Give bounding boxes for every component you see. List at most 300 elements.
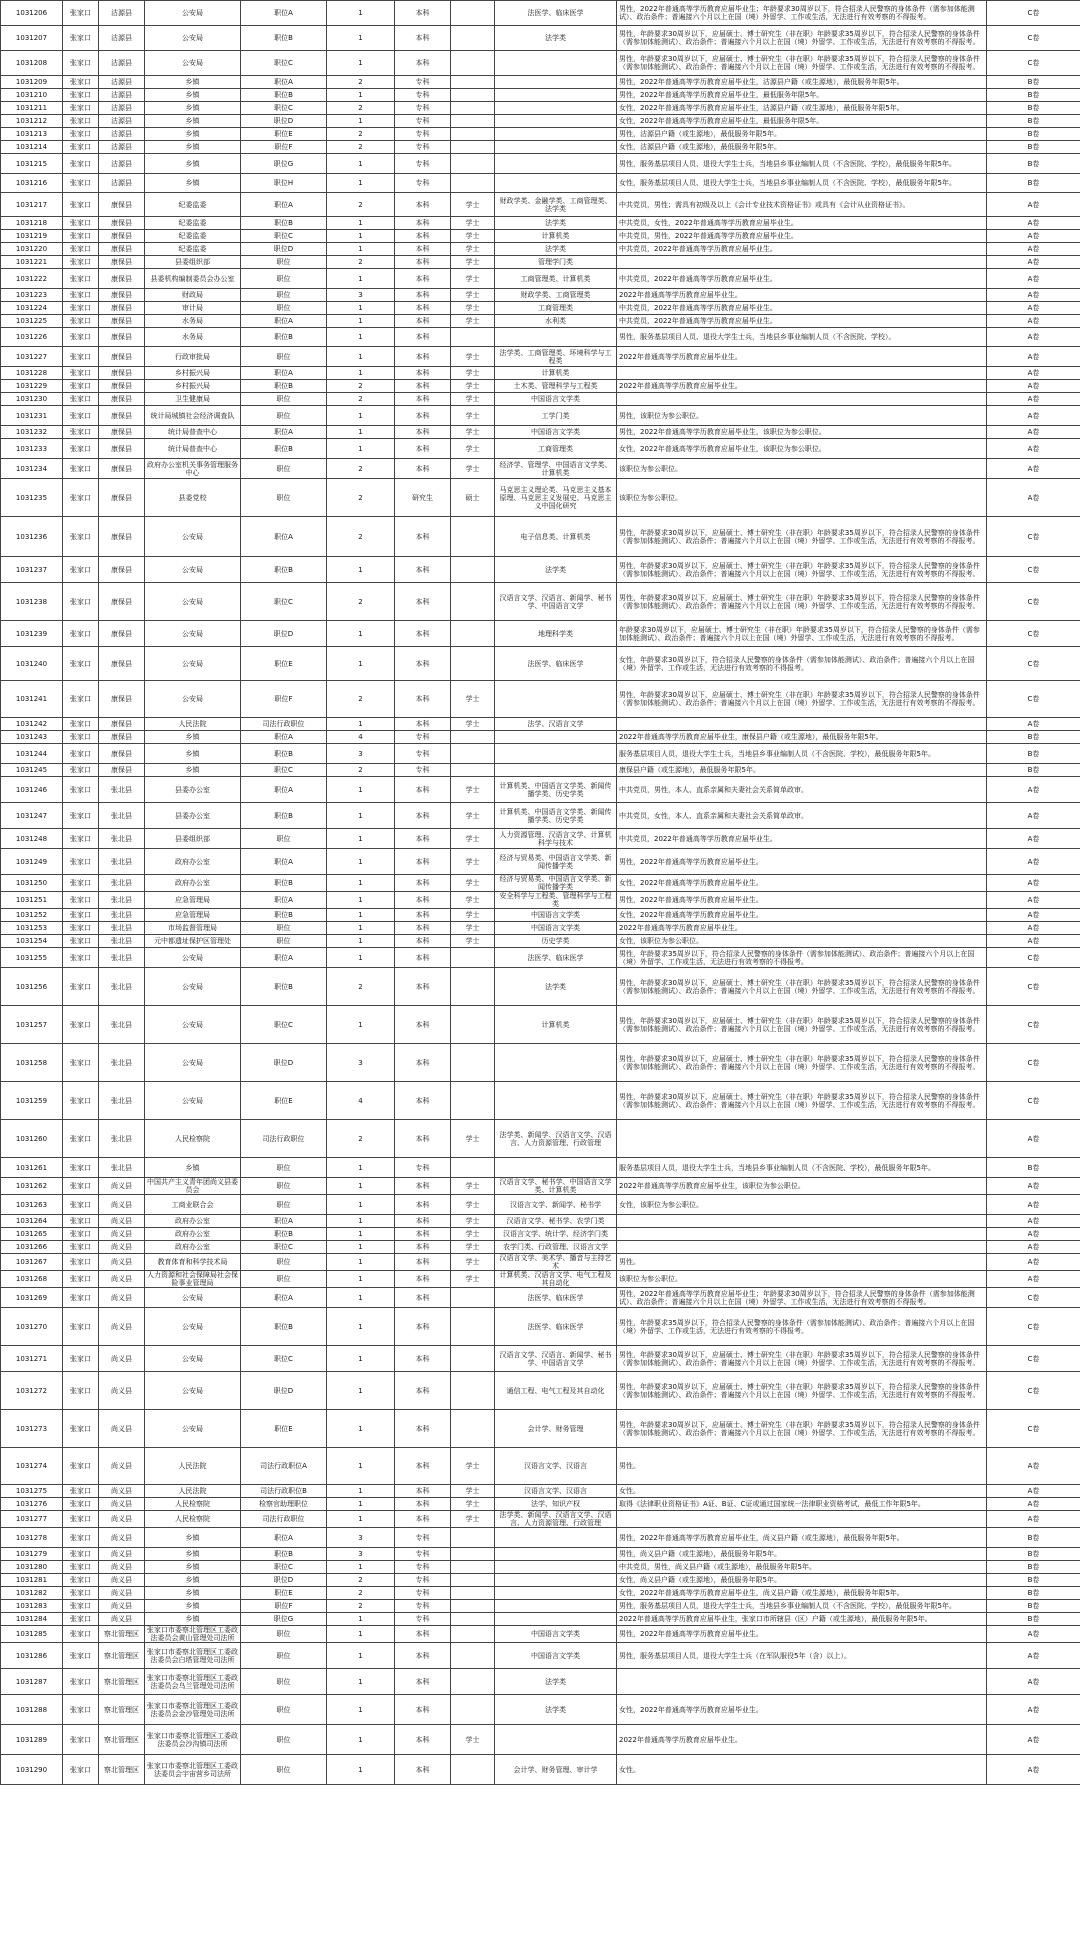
cell-exam: A卷 bbox=[987, 302, 1080, 315]
table-row bbox=[1, 141, 1080, 154]
cell-exam: A卷 bbox=[987, 256, 1080, 269]
cell-county: 康保县 bbox=[99, 393, 145, 406]
cell-edu: 本科 bbox=[395, 935, 451, 948]
cell-exam: A卷 bbox=[987, 1755, 1080, 1785]
cell-code: 1031213 bbox=[1, 128, 63, 141]
cell-unit: 政府办公室 bbox=[145, 1241, 241, 1254]
cell-code: 1031270 bbox=[1, 1308, 63, 1346]
cell-edu: 本科 bbox=[395, 1511, 451, 1528]
cell-code: 1031277 bbox=[1, 1511, 63, 1528]
cell-major bbox=[495, 76, 617, 89]
cell-edu: 本科 bbox=[395, 892, 451, 909]
cell-edu: 本科 bbox=[395, 1346, 451, 1372]
cell-num: 4 bbox=[327, 1082, 395, 1120]
cell-num: 3 bbox=[327, 744, 395, 764]
cell-edu: 专科 bbox=[395, 128, 451, 141]
cell-city: 张家口 bbox=[63, 849, 99, 875]
cell-unit: 县委办公室 bbox=[145, 777, 241, 803]
cell-edu: 本科 bbox=[395, 380, 451, 393]
cell-num: 1 bbox=[327, 718, 395, 731]
cell-major bbox=[495, 51, 617, 76]
cell-code: 1031261 bbox=[1, 1158, 63, 1178]
cell-degree bbox=[451, 517, 495, 557]
cell-degree: 学士 bbox=[451, 803, 495, 829]
cell-county: 张北县 bbox=[99, 909, 145, 922]
cell-exam: A卷 bbox=[987, 193, 1080, 217]
table-row bbox=[1, 849, 1080, 875]
table-row bbox=[1, 102, 1080, 115]
cell-edu: 本科 bbox=[395, 367, 451, 380]
cell-major bbox=[495, 1158, 617, 1178]
cell-note: 该职位为参公职位。 bbox=[617, 459, 987, 479]
table-row bbox=[1, 948, 1080, 968]
cell-num: 1 bbox=[327, 1613, 395, 1626]
cell-major bbox=[495, 174, 617, 193]
table-row bbox=[1, 1561, 1080, 1574]
cell-unit: 乡镇 bbox=[145, 744, 241, 764]
table-row bbox=[1, 621, 1080, 647]
cell-major bbox=[495, 764, 617, 777]
cell-edu: 本科 bbox=[395, 193, 451, 217]
cell-edu: 本科 bbox=[395, 1755, 451, 1785]
cell-major bbox=[495, 102, 617, 115]
cell-city: 张家口 bbox=[63, 968, 99, 1006]
cell-num: 1 bbox=[327, 1410, 395, 1448]
table-row bbox=[1, 230, 1080, 243]
cell-major bbox=[495, 1600, 617, 1613]
cell-exam: C卷 bbox=[987, 681, 1080, 718]
table-row bbox=[1, 89, 1080, 102]
cell-unit: 纪委监委 bbox=[145, 243, 241, 256]
table-row bbox=[1, 154, 1080, 174]
cell-note: 该职位为参公职位。 bbox=[617, 1271, 987, 1288]
cell-edu: 专科 bbox=[395, 764, 451, 777]
cell-num: 1 bbox=[327, 426, 395, 439]
cell-city: 张家口 bbox=[63, 1511, 99, 1528]
cell-code: 1031269 bbox=[1, 1288, 63, 1308]
cell-major: 土木类、管理科学与工程类 bbox=[495, 380, 617, 393]
cell-city: 张家口 bbox=[63, 1082, 99, 1120]
cell-job: 职位G bbox=[241, 154, 327, 174]
cell-major: 中国语言文学类 bbox=[495, 1626, 617, 1643]
cell-edu: 本科 bbox=[395, 243, 451, 256]
cell-edu: 本科 bbox=[395, 439, 451, 459]
cell-city: 张家口 bbox=[63, 829, 99, 849]
cell-county: 张北县 bbox=[99, 829, 145, 849]
cell-unit: 乡镇 bbox=[145, 1587, 241, 1600]
cell-major: 法学类 bbox=[495, 26, 617, 51]
cell-county: 张北县 bbox=[99, 968, 145, 1006]
cell-num: 1 bbox=[327, 1669, 395, 1695]
cell-county: 尚义县 bbox=[99, 1528, 145, 1548]
cell-num: 1 bbox=[327, 1755, 395, 1785]
cell-city: 张家口 bbox=[63, 1006, 99, 1044]
cell-note: 该职位为参公职位。 bbox=[617, 479, 987, 517]
cell-city: 张家口 bbox=[63, 647, 99, 681]
cell-city: 张家口 bbox=[63, 141, 99, 154]
cell-note: 男性，服务基层项目人员，退役大学生士兵（在军队服役5年（含）以上）。 bbox=[617, 1643, 987, 1669]
cell-unit: 行政审批局 bbox=[145, 347, 241, 367]
cell-num: 1 bbox=[327, 406, 395, 426]
cell-unit: 市场监督管理局 bbox=[145, 922, 241, 935]
cell-degree: 学士 bbox=[451, 367, 495, 380]
cell-note: 男性。 bbox=[617, 1254, 987, 1271]
cell-note: 中共党员，女性，本人、直系亲属和夫妻社会关系简单政审。 bbox=[617, 803, 987, 829]
cell-job: 职位G bbox=[241, 1613, 327, 1626]
cell-edu: 本科 bbox=[395, 1228, 451, 1241]
cell-degree: 学士 bbox=[451, 1511, 495, 1528]
cell-major: 法学类 bbox=[495, 217, 617, 230]
cell-degree bbox=[451, 1613, 495, 1626]
cell-code: 1031260 bbox=[1, 1120, 63, 1158]
cell-degree: 学士 bbox=[451, 426, 495, 439]
cell-job: 职位C bbox=[241, 1346, 327, 1372]
cell-unit: 教育体育和科学技术局 bbox=[145, 1254, 241, 1271]
table-row bbox=[1, 243, 1080, 256]
cell-unit: 人民检察院 bbox=[145, 1120, 241, 1158]
cell-code: 1031217 bbox=[1, 193, 63, 217]
cell-city: 张家口 bbox=[63, 89, 99, 102]
cell-unit: 水务局 bbox=[145, 315, 241, 328]
table-row bbox=[1, 302, 1080, 315]
cell-num: 1 bbox=[327, 1511, 395, 1528]
cell-exam: B卷 bbox=[987, 128, 1080, 141]
cell-major: 计算机类、中国语言文学类、新闻传播学类、历史学类 bbox=[495, 777, 617, 803]
cell-unit: 公安局 bbox=[145, 1410, 241, 1448]
cell-edu: 本科 bbox=[395, 1, 451, 26]
cell-city: 张家口 bbox=[63, 393, 99, 406]
cell-code: 1031281 bbox=[1, 1574, 63, 1587]
table-row bbox=[1, 922, 1080, 935]
cell-exam: C卷 bbox=[987, 517, 1080, 557]
cell-edu: 本科 bbox=[395, 26, 451, 51]
cell-major: 中国语言文学类 bbox=[495, 1643, 617, 1669]
cell-degree: 学士 bbox=[451, 269, 495, 289]
cell-num: 3 bbox=[327, 1548, 395, 1561]
table-row bbox=[1, 647, 1080, 681]
cell-major bbox=[495, 731, 617, 744]
cell-job: 司法行政职位A bbox=[241, 1448, 327, 1485]
cell-city: 张家口 bbox=[63, 289, 99, 302]
cell-note: 男性，服务基层项目人员，退役大学生士兵，当地县乡事业编制人员（不含医院、学校），最低服务年限5年。 bbox=[617, 1600, 987, 1613]
cell-exam: A卷 bbox=[987, 1120, 1080, 1158]
cell-major: 汉语言文学、汉语言、新闻学、秘书学、中国语言文学 bbox=[495, 583, 617, 621]
cell-job: 职位 bbox=[241, 1254, 327, 1271]
table-row bbox=[1, 517, 1080, 557]
table-row bbox=[1, 1288, 1080, 1308]
cell-unit: 乡镇 bbox=[145, 1561, 241, 1574]
cell-edu: 本科 bbox=[395, 909, 451, 922]
cell-edu: 本科 bbox=[395, 459, 451, 479]
cell-degree bbox=[451, 26, 495, 51]
cell-job: 职位E bbox=[241, 1082, 327, 1120]
cell-edu: 本科 bbox=[395, 621, 451, 647]
cell-county: 康保县 bbox=[99, 193, 145, 217]
cell-note: 男性，年龄要求30周岁以下，应届硕士、博士研究生（非在职）年龄要求35周岁以下，符合招录人民警察的身体条件（需参加体能测试）、政治条件；普遍接六个月以上在国（境）外留学、工作或生活，无法进行有效考察的不得报考。 bbox=[617, 1346, 987, 1372]
cell-exam: A卷 bbox=[987, 1254, 1080, 1271]
cell-num: 1 bbox=[327, 1308, 395, 1346]
cell-exam: B卷 bbox=[987, 141, 1080, 154]
cell-code: 1031285 bbox=[1, 1626, 63, 1643]
cell-county: 康保县 bbox=[99, 347, 145, 367]
cell-exam: C卷 bbox=[987, 1372, 1080, 1410]
cell-num: 2 bbox=[327, 681, 395, 718]
cell-major: 中国语言文学类 bbox=[495, 393, 617, 406]
cell-unit: 乡镇 bbox=[145, 1548, 241, 1561]
cell-degree bbox=[451, 583, 495, 621]
cell-county: 康保县 bbox=[99, 380, 145, 393]
cell-note: 女性，该职位为参公职位。 bbox=[617, 1195, 987, 1215]
cell-county: 尚义县 bbox=[99, 1574, 145, 1587]
table-row bbox=[1, 1241, 1080, 1254]
cell-county: 察北管理区 bbox=[99, 1725, 145, 1755]
table-row bbox=[1, 1158, 1080, 1178]
cell-county: 张北县 bbox=[99, 892, 145, 909]
cell-major: 汉语言文学、美术学、播音与主持艺术 bbox=[495, 1254, 617, 1271]
cell-degree bbox=[451, 1044, 495, 1082]
cell-exam: A卷 bbox=[987, 1271, 1080, 1288]
cell-num: 2 bbox=[327, 380, 395, 393]
cell-job: 职位C bbox=[241, 230, 327, 243]
cell-degree: 学士 bbox=[451, 1485, 495, 1498]
cell-major: 安全科学与工程类、管理科学与工程类 bbox=[495, 892, 617, 909]
cell-city: 张家口 bbox=[63, 1755, 99, 1785]
cell-city: 张家口 bbox=[63, 115, 99, 128]
cell-edu: 本科 bbox=[395, 922, 451, 935]
cell-unit: 公安局 bbox=[145, 621, 241, 647]
cell-city: 张家口 bbox=[63, 269, 99, 289]
cell-unit: 张家口市委察北管理区工委政法委员会金沙管理处司法所 bbox=[145, 1695, 241, 1725]
cell-major: 管理学门类 bbox=[495, 256, 617, 269]
table-row bbox=[1, 1669, 1080, 1695]
cell-unit: 公安局 bbox=[145, 51, 241, 76]
cell-major bbox=[495, 154, 617, 174]
cell-edu: 专科 bbox=[395, 1574, 451, 1587]
cell-exam: A卷 bbox=[987, 829, 1080, 849]
cell-city: 张家口 bbox=[63, 217, 99, 230]
cell-job: 司法行政职位 bbox=[241, 1511, 327, 1528]
table-row bbox=[1, 1308, 1080, 1346]
cell-city: 张家口 bbox=[63, 479, 99, 517]
cell-county: 康保县 bbox=[99, 243, 145, 256]
cell-num: 2 bbox=[327, 1574, 395, 1587]
table-row bbox=[1, 1528, 1080, 1548]
cell-degree bbox=[451, 1082, 495, 1120]
cell-note bbox=[617, 256, 987, 269]
cell-note: 男性，2022年普通高等学历教育应届毕业生，该职位为参公职位。 bbox=[617, 426, 987, 439]
cell-county: 康保县 bbox=[99, 681, 145, 718]
cell-note: 服务基层项目人员，退役大学生士兵，当地县乡事业编制人员（不含医院、学校），最低服务年限5年。 bbox=[617, 1158, 987, 1178]
cell-county: 康保县 bbox=[99, 315, 145, 328]
cell-degree: 学士 bbox=[451, 935, 495, 948]
cell-note: 中共党员，2022年普通高等学历教育应届毕业生。 bbox=[617, 269, 987, 289]
cell-note: 男性，年龄要求30周岁以下，应届硕士、博士研究生（非在职）年龄要求35周岁以下，符合招录人民警察的身体条件（需参加体能测试）、政治条件；普遍接六个月以上在国（境）外留学、工作或生活，无法进行有效考察的不得报考。 bbox=[617, 583, 987, 621]
cell-code: 1031256 bbox=[1, 968, 63, 1006]
cell-city: 张家口 bbox=[63, 1587, 99, 1600]
cell-county: 尚义县 bbox=[99, 1498, 145, 1511]
cell-num: 1 bbox=[327, 26, 395, 51]
cell-major bbox=[495, 128, 617, 141]
cell-city: 张家口 bbox=[63, 347, 99, 367]
cell-unit: 应急管理局 bbox=[145, 892, 241, 909]
cell-edu: 本科 bbox=[395, 1695, 451, 1725]
cell-major: 水利类 bbox=[495, 315, 617, 328]
cell-code: 1031212 bbox=[1, 115, 63, 128]
cell-job: 职位E bbox=[241, 1587, 327, 1600]
cell-degree: 学士 bbox=[451, 909, 495, 922]
cell-degree: 硕士 bbox=[451, 479, 495, 517]
cell-city: 张家口 bbox=[63, 1288, 99, 1308]
cell-job: 职位C bbox=[241, 583, 327, 621]
cell-city: 张家口 bbox=[63, 1308, 99, 1346]
cell-code: 1031258 bbox=[1, 1044, 63, 1082]
cell-num: 2 bbox=[327, 76, 395, 89]
table-row bbox=[1, 1346, 1080, 1372]
cell-county: 尚义县 bbox=[99, 1600, 145, 1613]
cell-county: 尚义县 bbox=[99, 1548, 145, 1561]
cell-edu: 本科 bbox=[395, 829, 451, 849]
cell-num: 1 bbox=[327, 849, 395, 875]
cell-code: 1031289 bbox=[1, 1725, 63, 1755]
cell-exam: A卷 bbox=[987, 1626, 1080, 1643]
cell-edu: 本科 bbox=[395, 302, 451, 315]
cell-county: 沽源县 bbox=[99, 51, 145, 76]
cell-code: 1031245 bbox=[1, 764, 63, 777]
cell-code: 1031220 bbox=[1, 243, 63, 256]
cell-note: 男性，年龄要求30周岁以下，应届硕士、博士研究生（非在职）年龄要求35周岁以下，符合招录人民警察的身体条件（需参加体能测试）、政治条件；普遍接六个月以上在国（境）外留学、工作或生活，无法进行有效考察的不得报考。 bbox=[617, 51, 987, 76]
cell-city: 张家口 bbox=[63, 1, 99, 26]
table-row bbox=[1, 1574, 1080, 1587]
cell-county: 康保县 bbox=[99, 289, 145, 302]
table-row bbox=[1, 1643, 1080, 1669]
cell-num: 3 bbox=[327, 289, 395, 302]
cell-city: 张家口 bbox=[63, 1346, 99, 1372]
cell-county: 尚义县 bbox=[99, 1254, 145, 1271]
cell-job: 职位 bbox=[241, 289, 327, 302]
cell-major: 计算机类、汉语言文学、电气工程及其自动化 bbox=[495, 1271, 617, 1288]
cell-num: 1 bbox=[327, 315, 395, 328]
table-row bbox=[1, 174, 1080, 193]
cell-city: 张家口 bbox=[63, 26, 99, 51]
cell-exam: C卷 bbox=[987, 1044, 1080, 1082]
cell-city: 张家口 bbox=[63, 1498, 99, 1511]
cell-county: 康保县 bbox=[99, 517, 145, 557]
cell-note: 男性，年龄要求30周岁以下，应届硕士、博士研究生（非在职）年龄要求35周岁以下，符合招录人民警察的身体条件（需参加体能测试）、政治条件；普遍接六个月以上在国（境）外留学、工作或生活，无法进行有效考察的不得报考。 bbox=[617, 968, 987, 1006]
cell-major: 历史学类 bbox=[495, 935, 617, 948]
cell-major: 法医学、临床医学 bbox=[495, 1288, 617, 1308]
cell-num: 2 bbox=[327, 459, 395, 479]
cell-edu: 本科 bbox=[395, 217, 451, 230]
cell-major: 汉语言文学、汉语言、新闻学、秘书学、中国语言文学 bbox=[495, 1346, 617, 1372]
cell-degree: 学士 bbox=[451, 849, 495, 875]
cell-num: 3 bbox=[327, 1044, 395, 1082]
cell-degree bbox=[451, 1410, 495, 1448]
cell-major: 财政学类、金融学类、工商管理类、法学类 bbox=[495, 193, 617, 217]
cell-city: 张家口 bbox=[63, 718, 99, 731]
cell-major: 法学类、新闻学、汉语言文学、汉语言、人力资源管理、行政管理 bbox=[495, 1120, 617, 1158]
cell-edu: 本科 bbox=[395, 1288, 451, 1308]
cell-major bbox=[495, 1561, 617, 1574]
cell-unit: 统计局普查中心 bbox=[145, 426, 241, 439]
cell-code: 1031231 bbox=[1, 406, 63, 426]
cell-note: 2022年普通高等学历教育应届毕业生，张家口市所辖县（区）户籍（或生源地），最低服务年限5年。 bbox=[617, 1613, 987, 1626]
cell-note: 女性。 bbox=[617, 1485, 987, 1498]
cell-job: 职位 bbox=[241, 347, 327, 367]
cell-city: 张家口 bbox=[63, 193, 99, 217]
cell-city: 张家口 bbox=[63, 1725, 99, 1755]
cell-county: 尚义县 bbox=[99, 1372, 145, 1410]
cell-num: 2 bbox=[327, 583, 395, 621]
cell-code: 1031274 bbox=[1, 1448, 63, 1485]
cell-num: 1 bbox=[327, 1195, 395, 1215]
table-row bbox=[1, 909, 1080, 922]
cell-job: 职位H bbox=[241, 174, 327, 193]
cell-degree bbox=[451, 1669, 495, 1695]
cell-degree bbox=[451, 1626, 495, 1643]
cell-major: 法医学、临床医学 bbox=[495, 647, 617, 681]
cell-code: 1031290 bbox=[1, 1755, 63, 1785]
cell-edu: 本科 bbox=[395, 1372, 451, 1410]
cell-job: 职位B bbox=[241, 909, 327, 922]
cell-county: 康保县 bbox=[99, 269, 145, 289]
cell-exam: B卷 bbox=[987, 154, 1080, 174]
cell-exam: B卷 bbox=[987, 1158, 1080, 1178]
cell-unit: 公安局 bbox=[145, 647, 241, 681]
cell-code: 1031254 bbox=[1, 935, 63, 948]
cell-exam: A卷 bbox=[987, 922, 1080, 935]
cell-num: 2 bbox=[327, 128, 395, 141]
table-row bbox=[1, 1120, 1080, 1158]
cell-unit: 公安局 bbox=[145, 26, 241, 51]
cell-city: 张家口 bbox=[63, 1228, 99, 1241]
cell-edu: 本科 bbox=[395, 1006, 451, 1044]
cell-note: 女性，2022年普通高等学历教育应届毕业生，最低服务年限5年。 bbox=[617, 115, 987, 128]
cell-num: 1 bbox=[327, 1643, 395, 1669]
cell-degree: 学士 bbox=[451, 439, 495, 459]
cell-county: 康保县 bbox=[99, 479, 145, 517]
cell-county: 察北管理区 bbox=[99, 1626, 145, 1643]
table-row bbox=[1, 1228, 1080, 1241]
cell-unit: 乡镇 bbox=[145, 89, 241, 102]
cell-city: 张家口 bbox=[63, 744, 99, 764]
cell-code: 1031264 bbox=[1, 1215, 63, 1228]
cell-major: 中国语言文学类 bbox=[495, 922, 617, 935]
cell-unit: 乡镇 bbox=[145, 154, 241, 174]
cell-degree: 学士 bbox=[451, 1120, 495, 1158]
cell-job: 职位 bbox=[241, 1271, 327, 1288]
cell-job: 职位B bbox=[241, 557, 327, 583]
cell-code: 1031222 bbox=[1, 269, 63, 289]
cell-note: 2022年普通高等学历教育应届毕业生。 bbox=[617, 347, 987, 367]
cell-unit: 工商业联合会 bbox=[145, 1195, 241, 1215]
cell-major: 法医学、临床医学 bbox=[495, 948, 617, 968]
cell-major bbox=[495, 1613, 617, 1626]
cell-num: 1 bbox=[327, 948, 395, 968]
cell-num: 1 bbox=[327, 243, 395, 256]
cell-code: 1031253 bbox=[1, 922, 63, 935]
cell-note: 女性，2022年普通高等学历教育应届毕业生，沽源县户籍（或生源地），最低服务年限5年。 bbox=[617, 102, 987, 115]
cell-job: 职位A bbox=[241, 517, 327, 557]
cell-major: 汉语言文学、新闻学、秘书学 bbox=[495, 1195, 617, 1215]
cell-num: 1 bbox=[327, 1372, 395, 1410]
cell-edu: 本科 bbox=[395, 1725, 451, 1755]
cell-degree: 学士 bbox=[451, 243, 495, 256]
cell-code: 1031228 bbox=[1, 367, 63, 380]
cell-note: 男性，年龄要求30周岁以下，应届硕士、博士研究生（非在职）年龄要求35周岁以下，符合招录人民警察的身体条件（需参加体能测试）、政治条件；普遍接六个月以上在国（境）外留学、工作或生活，无法进行有效考察的不得报考。 bbox=[617, 1410, 987, 1448]
cell-job: 职位B bbox=[241, 1308, 327, 1346]
cell-num: 2 bbox=[327, 968, 395, 1006]
table-row bbox=[1, 764, 1080, 777]
